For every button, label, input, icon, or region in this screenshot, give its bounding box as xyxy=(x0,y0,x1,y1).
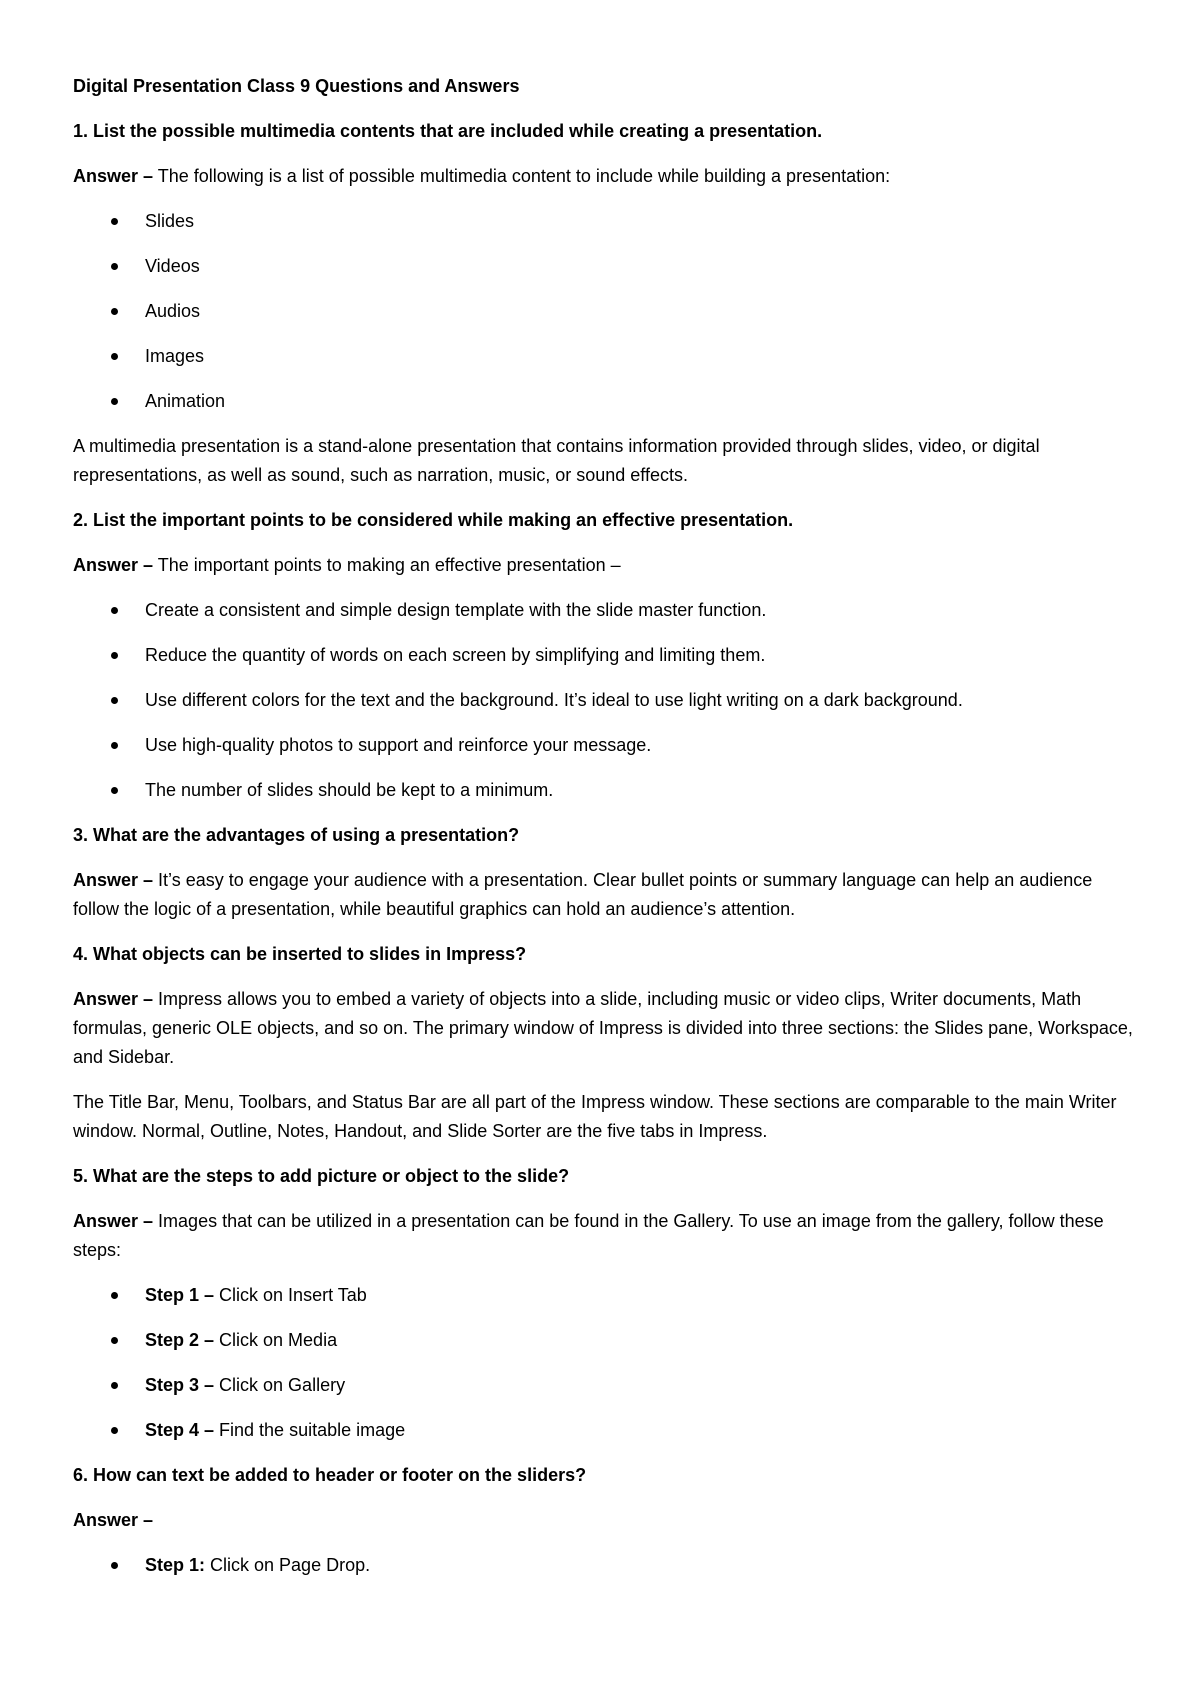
document-title: Digital Presentation Class 9 Questions and Answers xyxy=(73,76,520,96)
paragraph: A multimedia presentation is a stand-alone presentation that contains information provided through slides, video, or digital representations, as well as sound, such as narration, music, or sound effects. xyxy=(73,436,1040,485)
answer-1 xyxy=(73,162,1133,191)
step-label: Step 2 – xyxy=(145,1330,215,1350)
answer-text: Images that can be utilized in a presentation can be found in the Gallery. To use an image from the gallery, follow these steps: xyxy=(73,1211,1104,1260)
list-item xyxy=(73,1371,1133,1400)
bullet-list-1 xyxy=(73,207,1133,416)
step-list-5 xyxy=(73,1281,1133,1445)
list-item: Slides xyxy=(73,207,1133,236)
answer-4 xyxy=(73,985,1133,1072)
question-1: 1. List the possible multimedia contents that are included while creating a presentation. xyxy=(73,121,823,141)
question-2: 2. List the important points to be considered while making an effective presentation. xyxy=(73,510,794,530)
list-item: Use high-quality photos to support and reinforce your message. xyxy=(73,731,1133,760)
document-page xyxy=(73,72,1133,1596)
list-item: Use different colors for the text and the background. It’s ideal to use light writing on a dark background. xyxy=(73,686,1133,715)
step-text: Click on Page Drop. xyxy=(205,1555,371,1575)
step-text: Click on Media xyxy=(214,1330,338,1350)
list-item xyxy=(73,1551,1133,1580)
step-label: Step 1: xyxy=(145,1555,206,1575)
answer-label: Answer – xyxy=(73,166,154,186)
step-label: Step 1 – xyxy=(145,1285,215,1305)
list-item: Audios xyxy=(73,297,1133,326)
answer-label: Answer – xyxy=(73,870,154,890)
answer-2 xyxy=(73,551,1133,580)
list-item xyxy=(73,1416,1133,1445)
answer-label: Answer – xyxy=(73,1211,154,1231)
answer-text: It’s easy to engage your audience with a presentation. Clear bullet points or summary language can help an audience follow the logic of a presentation, while beautiful graphics can hold an audience’s attention. xyxy=(73,870,1093,919)
list-item: Animation xyxy=(73,387,1133,416)
list-item: Images xyxy=(73,342,1133,371)
question-4: 4. What objects can be inserted to slides in Impress? xyxy=(73,944,527,964)
list-item: The number of slides should be kept to a minimum. xyxy=(73,776,1133,805)
answer-text: The following is a list of possible multimedia content to include while building a presentation: xyxy=(153,166,891,186)
step-label: Step 3 – xyxy=(145,1375,215,1395)
list-item xyxy=(73,1326,1133,1355)
list-item xyxy=(73,1281,1133,1310)
paragraph: The Title Bar, Menu, Toolbars, and Status Bar are all part of the Impress window. These sections are comparable to the main Writer window. Normal, Outline, Notes, Handout, and Slide Sorter are the five tabs in Impress. xyxy=(73,1092,1117,1141)
answer-6 xyxy=(73,1506,1133,1535)
answer-5 xyxy=(73,1207,1133,1265)
list-item: Reduce the quantity of words on each screen by simplifying and limiting them. xyxy=(73,641,1133,670)
question-5: 5. What are the steps to add picture or object to the slide? xyxy=(73,1166,570,1186)
answer-label: Answer – xyxy=(73,555,154,575)
answer-3 xyxy=(73,866,1133,924)
step-text: Click on Gallery xyxy=(214,1375,346,1395)
list-item: Create a consistent and simple design template with the slide master function. xyxy=(73,596,1133,625)
step-list-6 xyxy=(73,1551,1133,1580)
step-text: Find the suitable image xyxy=(214,1420,406,1440)
answer-label: Answer – xyxy=(73,1510,154,1530)
answer-text: Impress allows you to embed a variety of objects into a slide, including music or video clips, Writer documents, Math formulas, generic OLE objects, and so on. The primary window of Impress is divided into three sections: the Slides pane, Workspace, and Sidebar. xyxy=(73,989,1133,1067)
step-label: Step 4 – xyxy=(145,1420,215,1440)
step-text: Click on Insert Tab xyxy=(214,1285,367,1305)
answer-text: The important points to making an effective presentation – xyxy=(153,555,621,575)
answer-label: Answer – xyxy=(73,989,154,1009)
question-6: 6. How can text be added to header or footer on the sliders? xyxy=(73,1465,587,1485)
question-3: 3. What are the advantages of using a presentation? xyxy=(73,825,520,845)
bullet-list-2 xyxy=(73,596,1133,805)
list-item: Videos xyxy=(73,252,1133,281)
